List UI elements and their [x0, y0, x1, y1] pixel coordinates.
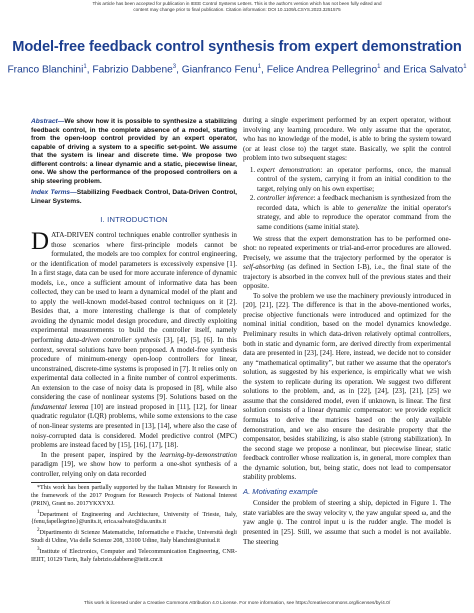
- author-separator: ,: [261, 64, 267, 76]
- abstract-dash: —: [57, 118, 65, 125]
- index-terms-text: Stabilizing Feedback Control, Data-Driven Control, Linear Systems.: [31, 189, 237, 205]
- footnote-mark: 1: [37, 508, 40, 515]
- license-footer: This work is licensed under a Creative Commons Attribution 4.0 License. For more information, see https://creativecommons.org/licenses/by/4.0/: [83, 601, 391, 606]
- stage-list-item: [257, 194, 451, 232]
- body-paragraph: Consider the problem of steering a ship, depicted in Figure 1. The state variables are the sway velocity v, the yaw angular speed ω, and the yaw angle ψ. The control input u is the rudder angle. The model is presented in [25]. Still, we assume that such a model is not available. The steering: [243, 499, 451, 546]
- footnote-divider: [31, 482, 101, 483]
- intro-text: [10] are instead proposed in [11], [12], for linear quadratic regulator (LQR) problems, while some extensions to the case of non-linear systems are presented in [13], [14], where also the case of noisy-corrupted data is considered. Model predictive control (MPC) problems are instead faced by [15], [16], [17], [18].: [31, 402, 237, 450]
- author-name: Fabrizio Dabbene: [92, 64, 173, 76]
- intro-emphasis: data-driven controller synthesis: [66, 336, 161, 345]
- abstract: [31, 118, 237, 186]
- body-paragraph: [243, 235, 451, 292]
- author-name: Erica Salvato: [403, 64, 464, 76]
- body-paragraph: during a single experiment performed by an expert operator, without involving any learning procedure. We only assume that the operator, who has no knowledge of the model, is able to bring the system toward (or at least close to) the target state. Basically, we split the control problem into two subsequent stages:: [243, 116, 451, 163]
- banner-line-2: content may change prior to final publication. Citation information: DOI 10.1109/LCSYS.2023.3251575: [133, 7, 341, 13]
- right-column: [243, 116, 451, 547]
- paper-title: Model-free feedback control synthesis from expert demonstration: [12, 39, 462, 55]
- author-name: Felice Andrea Pellegrino: [266, 64, 378, 76]
- publication-banner: [0, 1, 474, 14]
- footnote-mark: 3: [37, 545, 40, 552]
- stage-term: controller inference: [257, 194, 314, 203]
- abstract-label: Abstract: [31, 118, 58, 125]
- abstract-text: We show how it is possible to synthesize a stabilizing feedback control, in the complete absence of a model, starting from the open-loop control provided by an expert operator, capable of driving a system to a specific set-point. We assume that the system is linear and discrete time. We propose two different controls: a linear dynamic and a static, piecewise linear, one. We show the performance of the proposed controllers on a ship steering problem.: [31, 118, 237, 185]
- footnotes: [31, 485, 237, 564]
- author-list: [0, 64, 474, 75]
- footnote-mark: 2: [37, 527, 40, 534]
- footnote-affiliation: [31, 509, 237, 528]
- footnote-text: Institute of Electronics, Computer and Telecommunication Engineering, CNR-IEIIT, 10129 Turin, Italy fabrizio.dabbene@ieiit.cnr.it: [31, 548, 237, 563]
- intro-text: [3], [4], [5], [6]. In this context, several solutions have been proposed. A model-free synthesis procedure of minimum-energy open-loop controllers for linear, unconstrained, discrete-time systems is proposed in [7]. It relies only on experimental data collected in a finite number of control experiments. An extension to the case of noisy data is proposed in [8], while also considering the case of nonlinear systems [9]. Solutions based on the: [31, 336, 237, 402]
- section-heading-introduction: I. INTRODUCTION: [100, 215, 168, 225]
- author-name: Gianfranco Fenu: [181, 64, 258, 76]
- body-paragraph: To solve the problem we use the machinery previously introduced in [20], [21], [22]. The difference is that in the above-mentioned works, precise objective functionals were introduced and optimized for the nominal initial condition, based on the model dynamics knowledge. Preliminary results in which data-driven relatively optimal controllers, both in static and dynamic form, are derived directly from experimental data are presented in [23], [24]. Here, instead, we decide not to consider any “mathematical optimality”, but rather we assume that the operator's solution, as suggested by his experience, is empirically what we wish the system to replicate during its operation. We suggest two different solutions to the problem, and, as in [22], [24], [23], [21], [25] we assume that the considered model, even if unknown, is linear. The first solution consists of a linear dynamic compensator: we provide explicit formulas to derive the matrices based on the only available demonstration, and we also ensure the desirable property that the compensator, besides stabilizing, is also stable (strong stabilization). In the second stage we propose a nonlinear, but piecewise linear, static feedback controller whose realization is, in general, more complex than the dynamic solution, but, being static, does not lead to compensator stability problems.: [243, 291, 451, 482]
- footnote-funding: *This work has been partially supported by the Italian Ministry for Research in the framework of the 2017 Program for Research Projects of National Interest (PRIN), Grant no. 2017YKXYXJ.: [31, 485, 237, 507]
- index-terms-dash: —: [70, 189, 77, 197]
- body-emphasis: self-absorbing: [243, 263, 285, 272]
- stage-text: the initial operator's strategy, and able to reproduce the operator command from the same conditions (same initial state).: [257, 203, 451, 232]
- author-name: Franco Blanchini: [7, 64, 84, 76]
- author-affiliation-mark: 1: [463, 64, 467, 70]
- intro-emphasis: learning-by-demonstration: [160, 450, 237, 459]
- author-separator: ,: [86, 64, 93, 76]
- stage-list: [243, 166, 451, 233]
- footnote-affiliation: [31, 527, 237, 546]
- stage-text: : a feedback mechanism is synthesized from the recorded data, which is able to: [257, 194, 451, 212]
- intro-paragraph-1: [31, 228, 237, 451]
- author-affiliation-mark: 1: [377, 64, 381, 70]
- author-affiliation-mark: 3: [172, 64, 177, 70]
- intro-text: paradigm [19], we show how to perform a one-shot synthesis of a controller, relying only on data recorded: [31, 460, 237, 478]
- left-column: [31, 118, 237, 565]
- author-separator: ,: [176, 64, 182, 76]
- index-terms: [31, 189, 237, 206]
- drop-cap: D: [31, 228, 50, 256]
- body-text: (as defined in Section I-B), i.e., the final state of the trajectory is absorbed in the convex hull of the previous states and their opposite.: [243, 263, 451, 291]
- stage-text: : an operator performs, once, the manual control of the system, carrying it from an initial condition to the target, relying only on his own expertise;: [257, 165, 451, 193]
- footnote-text: Department of Engineering and Architecture, University of Trieste, Italy, {fenu,fapellegrino}@units.it, erica.salvato@dia.units.it: [31, 511, 237, 526]
- author-separator: and: [380, 64, 404, 76]
- author-affiliation-mark: 1: [257, 64, 262, 70]
- intro-paragraph-2: [31, 451, 237, 480]
- stage-term: expert demonstration: [257, 165, 321, 174]
- stage-list-item: [257, 166, 451, 195]
- index-terms-label: Index Terms: [31, 189, 71, 197]
- intro-text: In the present paper, inspired by the: [41, 450, 161, 459]
- subsection-heading: A. Motivating example: [243, 486, 318, 496]
- banner-line-1: This article has been accepted for publication in IEEE Control Systems Letters. This is the author's version which has not been fully edited and: [92, 1, 382, 6]
- intro-emphasis: fundamental lemma: [31, 402, 89, 411]
- footnote-text: Dipartimento di Scienze Matematiche, Informatiche e Fisiche, Università degli Studi di Udine, Via delle Scienze 208, 33100 Udine, Italy blanchini@uniud.it: [31, 530, 237, 545]
- footnote-affiliation: [31, 546, 237, 565]
- stage-emphasis: generalize: [357, 203, 387, 212]
- intro-text: ATA-DRIVEN control techniques enable controller synthesis in those scenarios where first-principle models cannot be formulated, the models are too complex for control engineering, or the identification of model parameters is excessively expensive [1]. In a first stage, data can be used for more accurate inference of dynamic models, i.e., once a sufficient amount of informative data has been collected, they can be used to learn a dynamical model of the plant and to apply the well-known model-based control techniques on it [2]. Besides that, a more interesting challenge is that of completely avoiding the dynamic model design procedure, and directly exploiting experimental measurements to build the controller itself, namely performing: [31, 231, 237, 345]
- author-affiliation-mark: 1: [83, 64, 87, 70]
- body-text: We stress that the expert demonstration has to be performed one-shot: no repeated experiments or trial-and-error procedures are allowed. Precisely, we assume that the trajectory performed by the operator is: [243, 234, 451, 262]
